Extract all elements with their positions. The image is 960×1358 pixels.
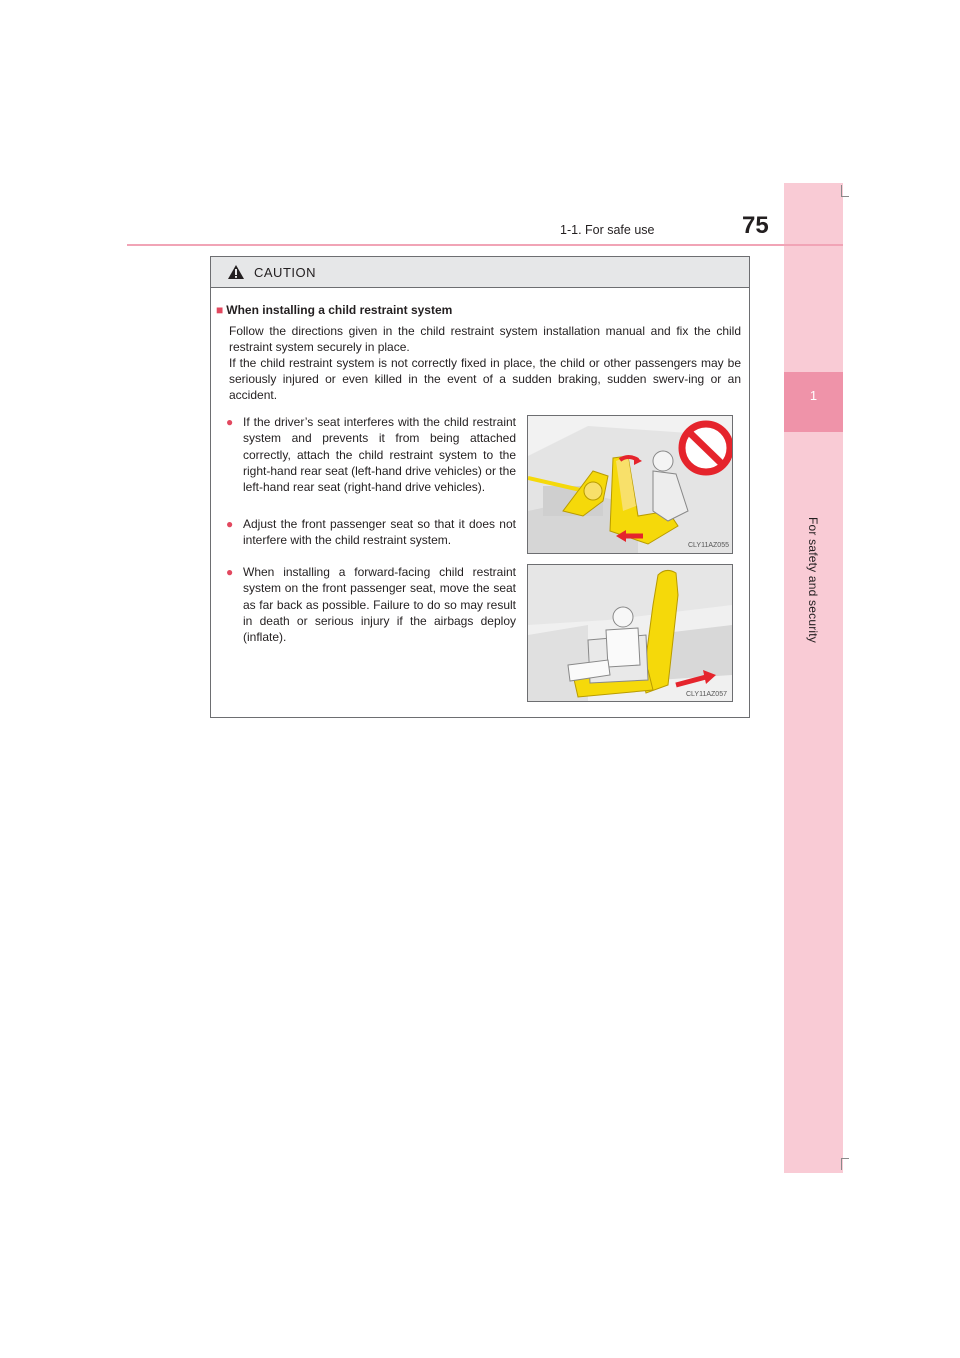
square-bullet-icon: ■ — [216, 303, 224, 317]
crop-mark-bottom — [841, 1158, 842, 1170]
paragraph: Follow the directions given in the child restraint system installation manual and fix the child restraint system securely in place. — [229, 324, 741, 354]
bullet-item — [226, 564, 516, 645]
bullet-dot-icon: ● — [226, 517, 234, 531]
warning-triangle-icon — [227, 264, 245, 280]
paragraph: If the child restraint system is not correctly fixed in place, the child or other passengers may be seriously injured or even killed in the event of a sudden braking, sudden swerv-ing or an accident. — [229, 356, 741, 402]
bullet-item — [226, 516, 516, 549]
crop-mark-top-h — [841, 196, 849, 197]
caution-subheading — [216, 303, 452, 317]
rear-seat-illustration — [528, 416, 732, 553]
section-title: 1-1. For safe use — [560, 223, 655, 237]
subheading-text: When installing a child restraint system — [226, 303, 453, 317]
bullet-item — [226, 414, 516, 495]
caution-box — [210, 256, 750, 718]
bullet-text: Adjust the front passenger seat so that it does not interfere with the child restraint system. — [243, 517, 516, 548]
bullet-dot-icon: ● — [226, 565, 234, 579]
bullet-text: When installing a forward-facing child restraint system on the front passenger seat, move the seat as far back as possible. Failure to do so may result in death or serious injury if the airbags deploy (inflate). — [243, 565, 516, 645]
illustration-front-seat — [527, 564, 733, 702]
caution-label: CAUTION — [254, 265, 316, 280]
page-number: 75 — [742, 212, 769, 239]
figure-code: CLY11AZ055 — [688, 542, 729, 549]
chapter-title: For safety and security — [806, 517, 820, 643]
caution-header — [211, 257, 749, 288]
front-seat-illustration — [528, 565, 732, 701]
bullet-text: If the driver’s seat interferes with the child restraint system and prevents it from being attached correctly, attach the child restraint system to the right-hand rear seat (left-hand drive vehicles) or the left-hand rear seat (right-hand drive vehicles). — [243, 415, 516, 495]
bullet-dot-icon: ● — [226, 415, 234, 429]
header-rule — [127, 244, 843, 246]
figure-code: CLY11AZ057 — [686, 691, 727, 698]
chapter-side-band — [784, 183, 843, 1173]
illustration-rear-seat — [527, 415, 733, 554]
crop-mark-bottom-h — [841, 1158, 849, 1159]
chapter-number: 1 — [809, 388, 818, 403]
